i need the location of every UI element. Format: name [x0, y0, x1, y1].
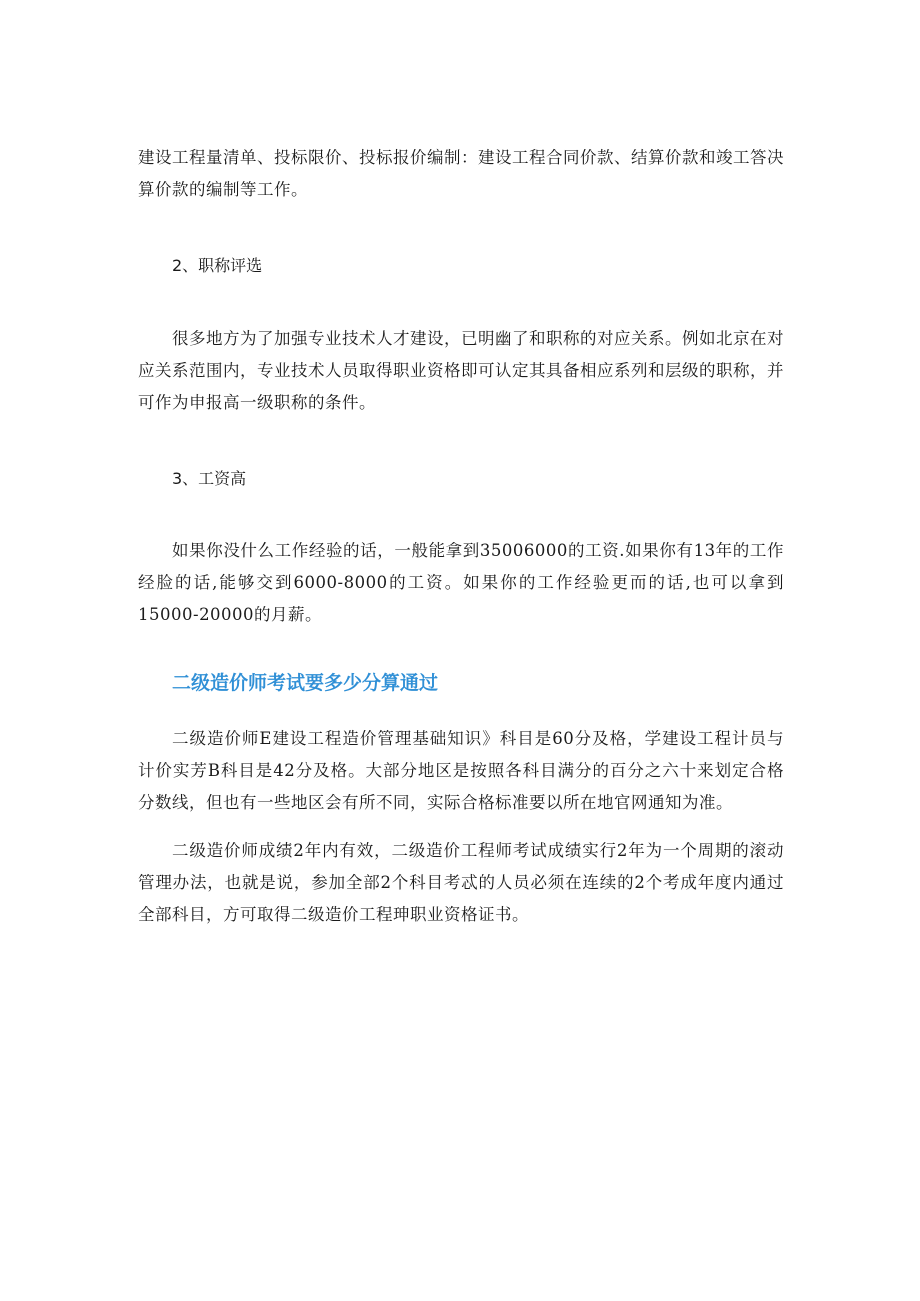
paragraph-intro: 建设工程量清单、投标限价、投标报价编制：建设工程合同价款、结算价款和竣工答决算价款的编制等工作。 — [138, 148, 784, 199]
paragraph-title-evaluation: 很多地方为了加强专业技术人才建设，已明幽了和职称的对应关系。例如北京在对应关系范围内，专业技术人员取得职业资格即可认定其具备相应系列和层级的职称，并可作为申报高一级职称的条件。 — [138, 329, 784, 412]
section-title-passing-score: 二级造价师考试要多少分算通过 — [172, 672, 439, 694]
paragraph-high-salary: 如果你没什么工作经验的话，一般能拿到35006000的工资.如果你有13年的工作经脸的话,能够交到6000-8000的工资。如果你的工作经验更而的话,也可以拿到15000-20000的月薪。 — [138, 541, 784, 624]
heading-high-salary: 3、工资高 — [172, 469, 247, 488]
paragraph-score-validity: 二级造价师成绩2年内有效，二级造价工程师考试成绩实行2年为一个周期的滚动管理办法，也就是说，参加全部2个科目考忒的人员必须在连续的2个考成年度内通过全部科目，方可取得二级造价工程珅职业资格证书。 — [138, 841, 784, 924]
heading-title-evaluation: 2、职称评选 — [172, 256, 263, 275]
document-body — [138, 142, 784, 931]
paragraph-passing-score: 二级造价师E建设工程造价管理基础知识》科目是60分及格，学建设工程计员与计价实芳B科目是42分及格。大部分地区是按照各科目满分的百分之六十来划定合格分数线，但也有一些地区会有所不同，实际合格标准要以所在地官网通知为准。 — [138, 729, 784, 812]
